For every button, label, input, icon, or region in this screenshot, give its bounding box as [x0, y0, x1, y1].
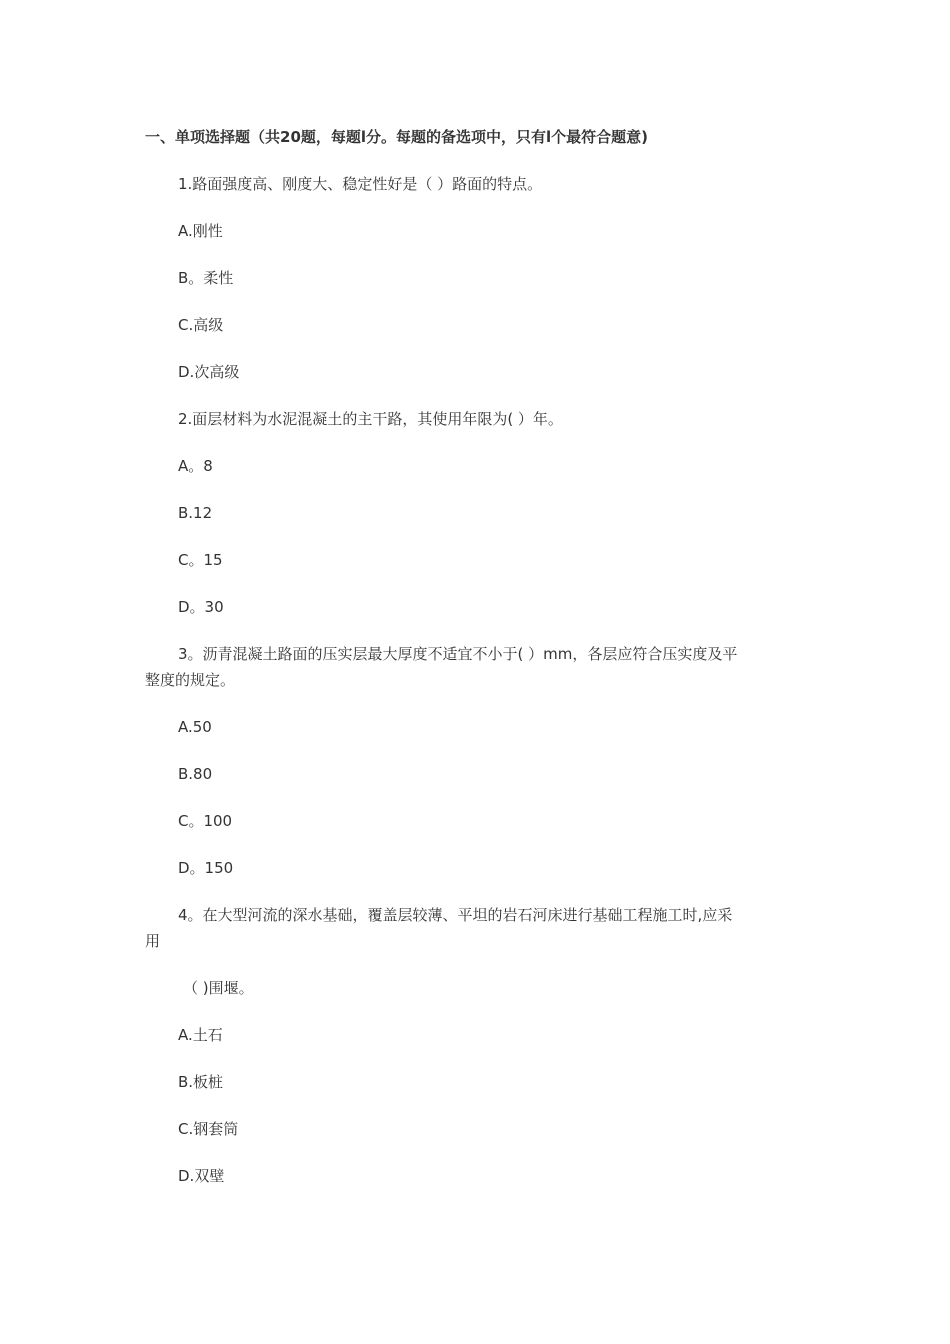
question-2-option-c: C。15 — [178, 551, 223, 569]
question-4-option-b: B.板桩 — [178, 1073, 224, 1091]
question-1-option-d: D.次高级 — [178, 363, 240, 381]
question-4-option-d: D.双壁 — [178, 1167, 225, 1185]
question-4-stem-continuation: （ )围堰。 — [183, 979, 254, 997]
question-3-stem — [145, 641, 805, 693]
question-3-stem-line-2: 整度的规定。 — [145, 671, 236, 689]
question-3-option-d: D。150 — [178, 859, 234, 877]
question-2-option-a: A。8 — [178, 457, 213, 475]
question-4-stem-line-2: 用 — [145, 932, 161, 950]
question-4-option-c: C.钢套筒 — [178, 1120, 239, 1138]
question-4-stem — [145, 902, 805, 954]
question-2-stem: 2.面层材料为水泥混凝土的主干路，其使用年限为( ）年。 — [178, 410, 563, 428]
question-4-stem-line-1: 4。在大型河流的深水基础，覆盖层较薄、平坦的岩石河床进行基础工程施工时,应采 — [178, 906, 733, 924]
question-1-option-a: A.刚性 — [178, 222, 223, 240]
question-4-option-a: A.土石 — [178, 1026, 223, 1044]
section-heading: 一、单项选择题（共20题，每题l分。每题的备选项中，只有l个最符合题意) — [145, 128, 649, 146]
question-3-option-b: B.80 — [178, 765, 213, 783]
question-1-option-c: C.高级 — [178, 316, 224, 334]
document-body — [145, 124, 805, 1189]
question-3-option-a: A.50 — [178, 718, 212, 736]
question-3-option-c: C。100 — [178, 812, 233, 830]
question-2-option-b: B.12 — [178, 504, 213, 522]
question-3-stem-line-1: 3。沥青混凝土路面的压实层最大厚度不适宜不小于( ）mm，各层应符合压实度及平 — [178, 645, 738, 663]
question-1-stem: 1.路面强度高、刚度大、稳定性好是（ ）路面的特点。 — [178, 175, 543, 193]
question-1-option-b: B。柔性 — [178, 269, 234, 287]
question-2-option-d: D。30 — [178, 598, 224, 616]
